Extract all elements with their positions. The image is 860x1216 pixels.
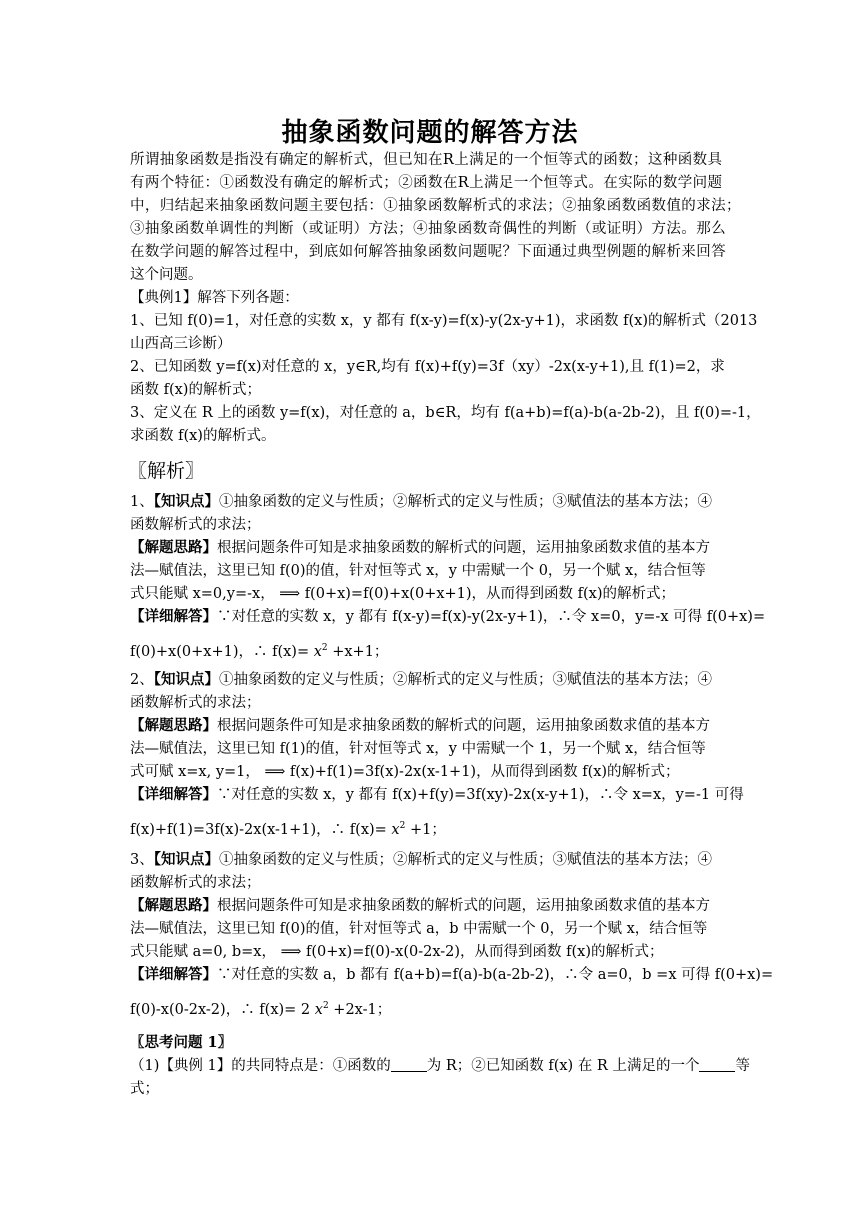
think-line (130, 1056, 750, 1076)
question-1-line: 山西高三诊断） (130, 336, 232, 352)
variable-x: x (391, 822, 400, 838)
s1-idea-line (130, 538, 735, 558)
detail-text: f(0)+x(0+x+1)，∴ f(x)= (130, 644, 314, 660)
think-text: 等 (735, 1058, 750, 1074)
intro-line: 中，归结起来抽象函数问题主要包括：①抽象函数解析式的求法；②抽象函数函数值的求法； (130, 198, 741, 214)
detail-label: 【详细解答】 (130, 786, 217, 803)
detail-text: ∵对任意的实数 x，y 都有 f(x-y)=f(x)-y(2x-y+1)，∴令 x=0，y=-x 可得 f(0+x)= (217, 609, 766, 625)
knowledge-text: ①抽象函数的定义与性质；②解析式的定义与性质；③赋值法的基本方法；④ (218, 852, 712, 868)
exponent: 2 (322, 1001, 329, 1011)
question-3-line: 3、定义在 R 上的函数 y=f(x)，对任意的 a，b∈R，均有 f(a+b)=f(a)-b(a-2b-2)，且 f(0)=-1， (130, 405, 761, 421)
s3-detail-line (130, 1000, 735, 1020)
s2-idea-line: 法—赋值法，这里已知 f(1)的值，针对恒等式 x，y 中需赋一个 1，另一个赋 x，结合恒等 (130, 741, 706, 757)
exponent: 2 (321, 643, 328, 653)
page-title: 抽象函数问题的解答方法 (281, 118, 579, 148)
idea-label: 【解题思路】 (130, 897, 217, 914)
question-2-line: 函数 f(x)的解析式； (130, 382, 261, 398)
detail-label: 【详细解答】 (130, 966, 217, 983)
knowledge-label: 【知识点】 (153, 671, 219, 688)
s2-idea-line (130, 716, 735, 736)
question-3-line: 求函数 f(x)的解析式。 (130, 428, 276, 444)
think-text: （1)【典例 1】的共同特点是：①函数的 (130, 1058, 391, 1074)
knowledge-text: ①抽象函数的定义与性质；②解析式的定义与性质；③赋值法的基本方法；④ (218, 672, 712, 688)
detail-text: ∵对任意的实数 a，b 都有 f(a+b)=f(a)-b(a-2b-2)，∴令 a=0，b =x 可得 f(0+x)= (217, 967, 774, 983)
example-heading: 【典例1】解答下列各题： (130, 290, 299, 306)
item-number: 2、 (130, 672, 154, 688)
intro-line: 在数学问题的解答过程中，到底如何解答抽象函数问题呢？下面通过典型例题的解析来回答 (130, 244, 726, 260)
intro-line: ③抽象函数单调性的判断（或证明）方法；④抽象函数奇偶性的判断（或证明）方法。那么 (130, 221, 726, 237)
knowledge-label: 【知识点】 (153, 851, 219, 868)
idea-text: 根据问题条件可知是求抽象函数的解析式的问题，运用抽象函数求值的基本方 (217, 540, 710, 556)
intro-line: 有两个特征：①函数没有确定的解析式；②函数在R上满足一个恒等式。在实际的数学问题 (130, 175, 723, 191)
item-number: 3、 (130, 852, 154, 868)
s1-knowledge-line (130, 492, 735, 512)
s3-idea-line: 法—赋值法，这里已知 f(0)的值，针对恒等式 a，b 中需赋一个 0，另一个赋 x，结合恒等 (130, 921, 708, 937)
s1-detail-line (130, 642, 735, 662)
fill-blank[interactable] (699, 1057, 735, 1072)
s3-knowledge-line (130, 850, 735, 870)
exponent: 2 (399, 821, 406, 831)
s3-idea-line: 式只能赋 a=0, b=x， ⟹ f(0+x)=f(0)-x(0-2x-2)，从而得到函数 f(x)的解析式； (130, 944, 664, 960)
knowledge-text: ①抽象函数的定义与性质；②解析式的定义与性质；③赋值法的基本方法；④ (218, 494, 712, 510)
detail-text: f(0)-x(0-2x-2)，∴ f(x)= 2 (130, 1002, 315, 1018)
s2-detail-line (130, 785, 744, 805)
detail-text: ∵对任意的实数 x，y 都有 f(x)+f(y)=3f(xy)-2x(x-y+1)，∴令 x=x，y=-1 可得 (217, 787, 744, 803)
idea-label: 【解题思路】 (130, 717, 217, 734)
variable-x: x (314, 1002, 323, 1018)
variable-x: x (313, 644, 322, 660)
fill-blank[interactable] (391, 1057, 427, 1072)
detail-text: f(x)+f(1)=3f(x)-2x(x-1+1)，∴ f(x)= (130, 822, 392, 838)
detail-label: 【详细解答】 (130, 608, 217, 625)
intro-line: 所谓抽象函数是指没有确定的解析式，但已知在R上满足的一个恒等式的函数；这种函数具 (130, 152, 723, 168)
s3-idea-line (130, 896, 735, 916)
knowledge-label: 【知识点】 (153, 493, 219, 510)
intro-line: 这个问题。 (130, 267, 203, 283)
idea-text: 根据问题条件可知是求抽象函数的解析式的问题，运用抽象函数求值的基本方 (217, 898, 710, 914)
s2-knowledge-line (130, 670, 735, 690)
s2-detail-line (130, 820, 735, 840)
analysis-heading: 〖解析〗 (128, 460, 205, 482)
idea-label: 【解题思路】 (130, 539, 217, 556)
idea-text: 根据问题条件可知是求抽象函数的解析式的问题，运用抽象函数求值的基本方 (217, 718, 710, 734)
question-2-line: 2、已知函数 y=f(x)对任意的 x，y∈R,均有 f(x)+f(y)=3f（xy）-2x(x-y+1),且 f(1)=2，求 (130, 359, 725, 375)
s1-idea-line: 法—赋值法，这里已知 f(0)的值，针对恒等式 x，y 中需赋一个 0，另一个赋 x，结合恒等 (130, 563, 706, 579)
s2-knowledge-line: 函数解析式的求法； (130, 695, 261, 711)
detail-text: +x+1； (327, 644, 389, 660)
detail-text: +2x-1； (328, 1002, 392, 1018)
s3-knowledge-line: 函数解析式的求法； (130, 875, 261, 891)
s2-idea-line: 式可赋 x=x, y=1， ⟹ f(x)+f(1)=3f(x)-2x(x-1+1)，从而得到函数 f(x)的解析式； (130, 764, 680, 780)
item-number: 1、 (130, 494, 154, 510)
think-line: 式； (130, 1081, 159, 1097)
s1-detail-line (130, 607, 766, 627)
s3-detail-line (130, 965, 774, 985)
detail-text: +1； (405, 822, 446, 838)
think-text: 为 R；②已知函数 f(x) 在 R 上满足的一个 (426, 1058, 700, 1074)
s1-idea-line: 式只能赋 x=0,y=-x， ⟹ f(0+x)=f(0)+x(0+x+1)，从而得到函数 f(x)的解析式； (130, 586, 676, 602)
question-1-line: 1、已知 f(0)=1，对任意的实数 x，y 都有 f(x-y)=f(x)-y(2x-y+1)，求函数 f(x)的解析式（2013 (130, 313, 758, 329)
s1-knowledge-line: 函数解析式的求法； (130, 517, 261, 533)
think-heading: 〖思考问题 1〗 (130, 1034, 233, 1051)
